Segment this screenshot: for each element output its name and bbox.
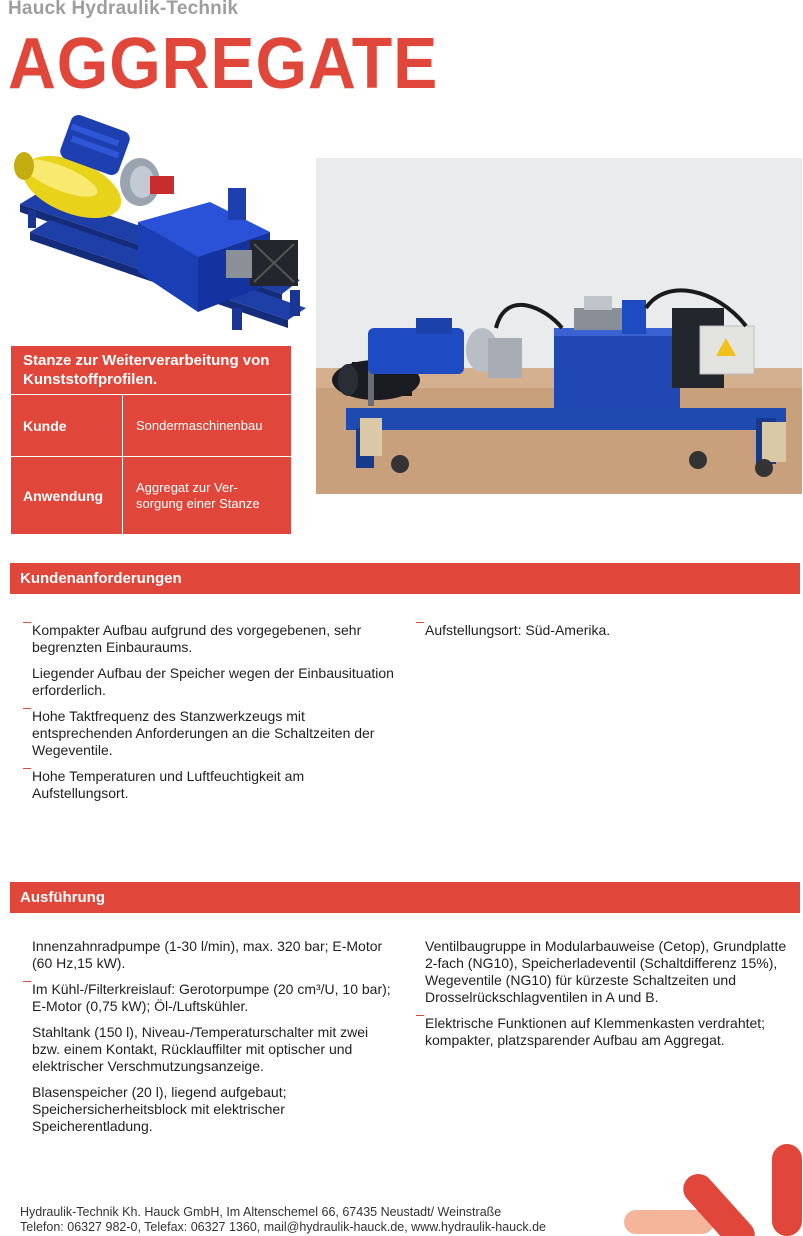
info-value-application [123,457,292,535]
execution-left-column [32,938,412,1144]
footer-address: Hydraulik-Technik Kh. Hauck GmbH, Im Altenschemel 66, 67435 Neustadt/ Weinstraße [20,1205,502,1219]
info-table [10,345,292,535]
info-value-application-line2: sorgung einer Stanze [136,495,260,511]
list-item: Im Kühl-/Filterkreislauf: Gerotorpumpe (20 cm³/U, 10 bar); E-Motor (0,75 kW); Öl-/Luftskühler. [32,981,412,1015]
list-item: Hohe Taktfrequenz des Stanzwerkzeugs mit entsprechenden Anforderungen an die Schaltzeiten der Wegeventile. [32,708,412,759]
requirements-right-column [425,622,795,648]
footer-phone-web: Telefon: 06327 982-0, Telefax: 06327 1360, mail@hydraulik-hauck.de, www.hydraulik-hauck.de [20,1220,546,1234]
info-value-application-line1: Aggregat zur Ver- [136,479,238,495]
section-heading-execution: Ausführung [10,882,800,913]
list-item: Ventilbaugruppe in Modularbauweise (Cetop), Grundplatte 2-fach (NG10), Speicherladeventil (Schaltdifferenz 15%), Wegeventile (NG10) für kürzeste Schaltzeiten und Drosselrückschlagventilen in A und B. [425,938,787,1005]
brand-logo-shapes [620,1140,803,1236]
execution-right-column [425,938,800,1058]
list-item: Stahltank (150 l), Niveau-/Temperaturschalter mit zwei bzw. einem Kontakt, Rücklauffilter mit optischer und elektrischer Verschmutzungsanzeige. [32,1024,369,1074]
list-item: Innenzahnradpumpe (1-30 l/min), max. 320 bar; E-Motor (60 Hz,15 kW). [32,938,383,971]
list-item: Aufstellungsort: Süd-Amerika. [425,622,795,639]
info-key-customer: Kunde [11,395,123,457]
footer-contact [20,1205,546,1235]
list-item: Kompakter Aufbau aufgrund des vorgegebenen, sehr begrenzten Einbauraums. [32,622,412,656]
company-name: Hauck Hydraulik-Technik [8,0,239,19]
photo-hydraulic-unit [316,158,802,494]
table-row [11,395,292,457]
requirements-left-column [32,622,412,811]
section-heading-requirements: Kundenanforderungen [10,563,800,594]
list-item: Elektrische Funktionen auf Klemmenkasten verdrahtet; kompakter, platzsparender Aufbau am Aggregat. [425,1015,800,1049]
list-item: Blasenspeicher (20 l), liegend aufgebaut; Speichersicherheitsblock mit elektrischer Speicherentladung. [32,1084,287,1134]
iso-drawing-hydraulic-unit [10,112,312,338]
info-headline: Stanze zur Weiterverarbeitung von Kunststoffprofilen. [11,346,292,395]
info-key-application: Anwendung [11,457,123,535]
list-item: Hohe Temperaturen und Luftfeuchtigkeit am Aufstellungsort. [32,768,412,802]
table-row [11,457,292,535]
page-title: AGGREGATE [8,24,439,104]
list-item: Liegender Aufbau der Speicher wegen der Einbausituation erforderlich. [32,665,394,698]
info-value-customer: Sondermaschinenbau [123,395,292,457]
